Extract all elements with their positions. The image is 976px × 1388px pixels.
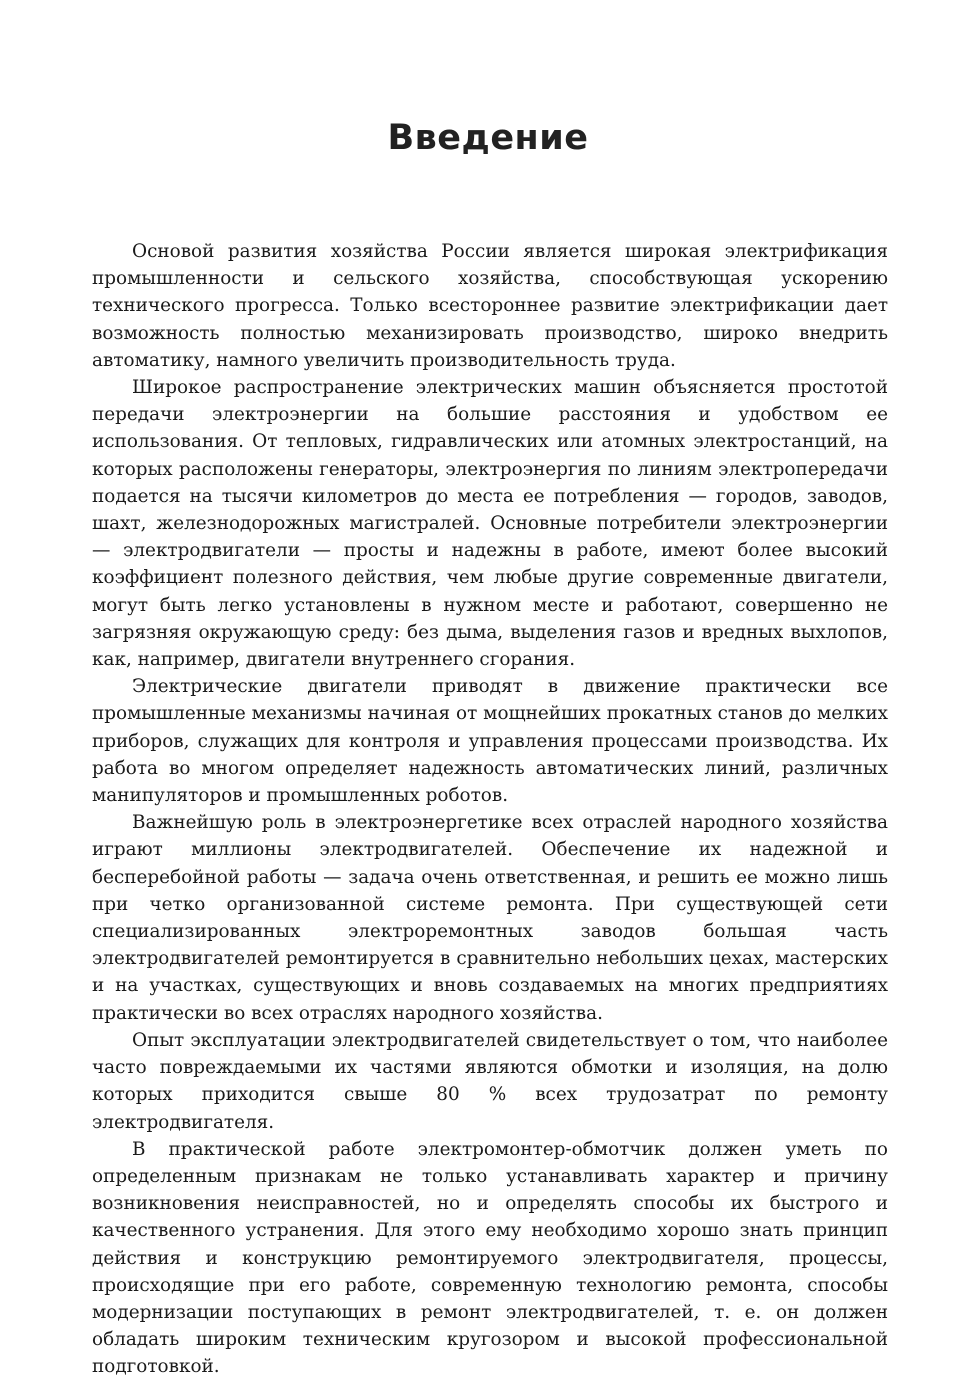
paragraph: В практической работе электромонтер-обмотчик должен уметь по определенным признакам не только устанавливать характер и причину возникновения неисправностей, но и определять способы их быстрого и качественного устранения. Для этого ему необходимо хорошо знать принцип действия и конструкцию ремонтируемого электродвигателя, процессы, происходящие при его работе, современную технологию ремонта, способы модернизации поступающих в ремонт электродвигателей, т. е. он должен обладать широким техническим кругозором и высокой профессиональной подготовкой. xyxy=(92,1138,888,1378)
paragraph: Электрические двигатели приводят в движение практически все промышленные механизмы начиная от мощнейших прокатных станов до мелких приборов, служащих для контроля и управления процессами производства. Их работа во многом определяет надежность автоматических линий, различных манипуляторов и промышленных роботов. xyxy=(92,676,888,807)
chapter-title: Введение xyxy=(387,118,589,158)
body-text xyxy=(92,238,888,1381)
paragraph: Важнейшую роль в электроэнергетике всех отраслей народного хозяйства играют миллионы электродвигателей. Обеспечение их надежной и бесперебойной работы — задача очень ответственная, и решить ее можно лишь при четко организованной системе ремонта. При существующей сети специализированных электроремонтных заводов большая часть электродвигателей ремонтируется в сравнительно небольших цехах, мастерских и на участках, существующих и вновь создаваемых на многих предприятиях практически во всех отраслях народного хозяйства. xyxy=(92,812,888,1024)
paragraph: Основой развития хозяйства России является широкая электрификация промышленности и сельского хозяйства, способствующая ускорению технического прогресса. Только всестороннее развитие электрификации дает возможность полностью механизировать производство, широко внедрить автоматику, намного увеличить производительность труда. xyxy=(92,241,888,371)
paragraph: Опыт эксплуатации электродвигателей свидетельствует о том, что наиболее часто повреждаемыми их частями являются обмотки и изоляция, на долю которых приходится свыше 80 % всех трудозатрат по ремонту электродвигателя. xyxy=(92,1029,888,1133)
paragraph: Широкое распространение электрических машин объясняется простотой передачи электроэнергии на большие расстояния и удобством ее использования. От тепловых, гидравлических или атомных электростанций, на которых расположены генераторы, электроэнергия по линиям электропередачи подается на тысячи километров до места ее потребления — городов, заводов, шахт, железнодорожных магистралей. Основные потребители электроэнергии — электродвигатели — просты и надежны в работе, имеют более высокий коэффициент полезного действия, чем любые другие современные двигатели, могут быть легко установлены в нужном месте и работают, совершенно не загрязняя окружающую среду: без дыма, выделения газов и вредных выхлопов, как, например, двигатели внутреннего сгорания. xyxy=(92,377,888,671)
